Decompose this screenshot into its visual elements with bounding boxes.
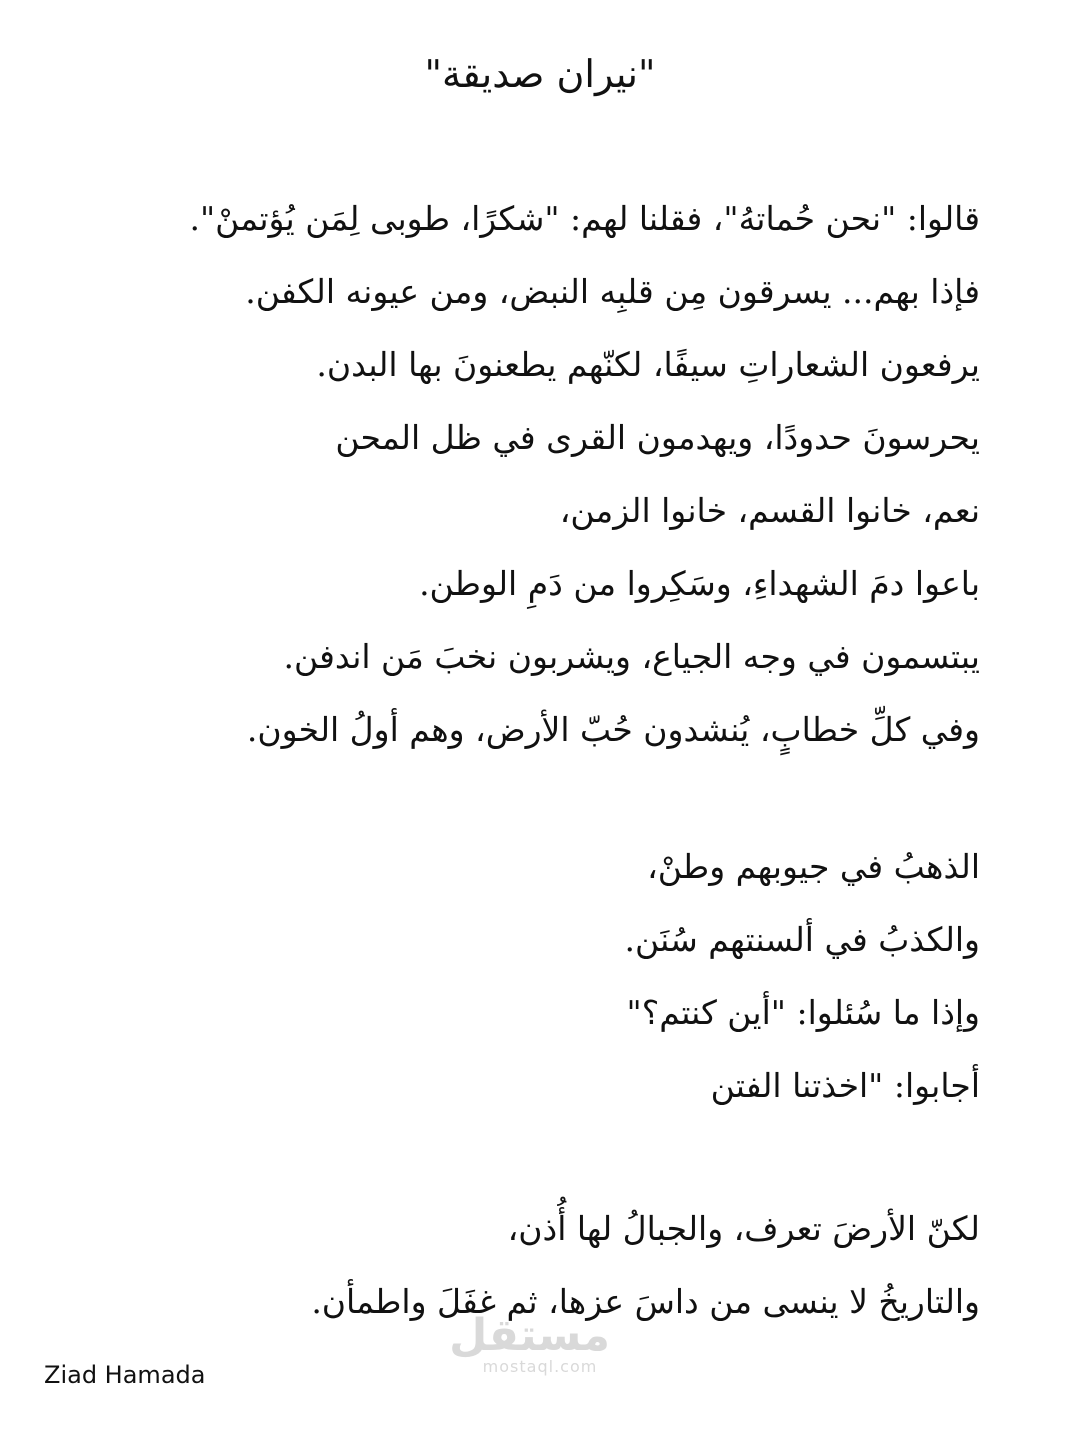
poem-line: باعوا دمَ الشهداءِ، وسَكِروا من دَمِ الوطن. [419,564,980,603]
poem-line: لكنّ الأرضَ تعرف، والجبالُ لها أُذن، [507,1209,980,1248]
author-signature: Ziad Hamada [44,1361,206,1389]
stanza-2 [220,830,980,1122]
watermark-arabic: مستقل [449,1310,610,1361]
poem-line: قالوا: "نحن حُماتهُ"، فقلنا لهم: "شكرًا، طوبى لِمَن يُؤتمنْ". [189,199,980,238]
poem-line: وإذا ما سُئلوا: "أين كنتم؟" [626,993,980,1032]
poem-line: يبتسمون في وجه الجياع، ويشربون نخبَ مَن اندفن. [283,637,980,676]
watermark-logo [449,1310,610,1376]
poem-line: أجابوا: "اخذتنا الفتن [710,1066,980,1105]
poem-title: "نيران صديقة" [424,52,656,96]
stanza-1 [189,182,980,766]
poem-line: نعم، خانوا القسم، خانوا الزمن، [559,491,980,530]
watermark-url: mostaql.com [482,1357,598,1376]
poem-line: يرفعون الشعاراتِ سيفًا، لكنّهم يطعنونَ بها البدن. [316,345,980,384]
poem-line: يحرسونَ حدودًا، ويهدمون القرى في ظل المحن [335,418,980,457]
poem-line: فإذا بهم... يسرقون مِن قلبِه النبض، ومن عيونه الكفن. [245,272,980,311]
poem-line: الذهبُ في جيوبهم وطنْ، [647,847,980,886]
poem-line: والتاريخُ لا ينسى من داسَ عزها، ثم غفَلَ واطمأن. [311,1282,980,1321]
poem-line: وفي كلِّ خطابٍ، يُنشدون حُبّ الأرض، وهم أولُ الخون. [246,710,980,749]
poem-line: والكذبُ في ألسنتهم سُنَن. [624,920,980,959]
